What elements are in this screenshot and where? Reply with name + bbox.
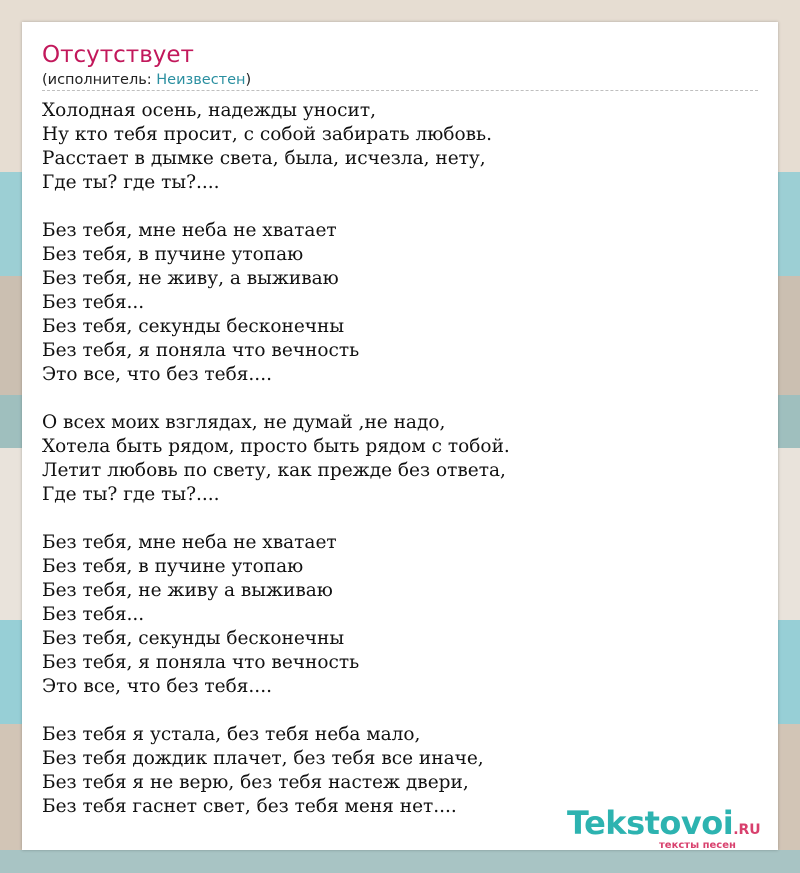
lyric-line: Расстает в дымке света, была, исчезла, нету, [42, 148, 486, 169]
lyric-line: О всех моих взглядах, не думай ,не надо, [42, 412, 446, 433]
lyric-line: Холодная осень, надежды уносит, [42, 100, 376, 121]
lyric-line: Ну кто тебя просит, с собой забирать любовь. [42, 124, 492, 145]
lyric-line: Без тебя, секунды бесконечны [42, 628, 345, 649]
lyric-line: Это все, что без тебя.... [42, 676, 272, 697]
lyric-line: Без тебя, я поняла что вечность [42, 652, 360, 673]
lyric-line: Без тебя, не живу а выживаю [42, 580, 333, 601]
stanza-break [42, 387, 758, 411]
lyric-line: Без тебя гаснет свет, без тебя меня нет.... [42, 796, 457, 817]
stanza-break [42, 195, 758, 219]
lyric-line: Летит любовь по свету, как прежде без ответа, [42, 460, 506, 481]
performer-line [42, 71, 251, 89]
title-divider [42, 90, 758, 91]
artist-link[interactable]: Неизвестен [156, 72, 246, 88]
logo-name: Tekstovoi [567, 804, 734, 842]
lyric-line: Без тебя, мне неба не хватает [42, 532, 337, 553]
lyrics-card [22, 22, 778, 850]
lyric-line: Без тебя, не живу, а выживаю [42, 268, 339, 289]
lyric-line: Без тебя, в пучине утопаю [42, 244, 304, 265]
lyric-line: Без тебя, в пучине утопаю [42, 556, 304, 577]
lyric-line: Это все, что без тебя.... [42, 364, 272, 385]
lyric-line: Без тебя, я поняла что вечность [42, 340, 360, 361]
lyric-line: Без тебя дождик плачет, без тебя все иначе, [42, 748, 484, 769]
lyric-line: Без тебя, секунды бесконечны [42, 316, 345, 337]
lyric-line: Без тебя, мне неба не хватает [42, 220, 337, 241]
lyric-line: Где ты? где ты?.... [42, 172, 220, 193]
performer-suffix: ) [245, 72, 252, 88]
song-title: Отсутствует [42, 42, 194, 68]
stanza-break [42, 507, 758, 531]
site-logo[interactable] [567, 806, 777, 850]
lyric-line: Без тебя... [42, 604, 145, 625]
lyrics-text [42, 99, 758, 819]
stanza-break [42, 699, 758, 723]
lyric-line: Хотела быть рядом, просто быть рядом с тобой. [42, 436, 510, 457]
lyric-line: Без тебя... [42, 292, 145, 313]
lyric-line: Без тебя я устала, без тебя неба мало, [42, 724, 421, 745]
lyric-line: Без тебя я не верю, без тебя настеж двери, [42, 772, 469, 793]
logo-tagline: тексты песен [659, 840, 736, 851]
lyric-line: Где ты? где ты?.... [42, 484, 220, 505]
logo-tld: .RU [733, 822, 761, 838]
performer-prefix: (исполнитель: [42, 72, 157, 88]
